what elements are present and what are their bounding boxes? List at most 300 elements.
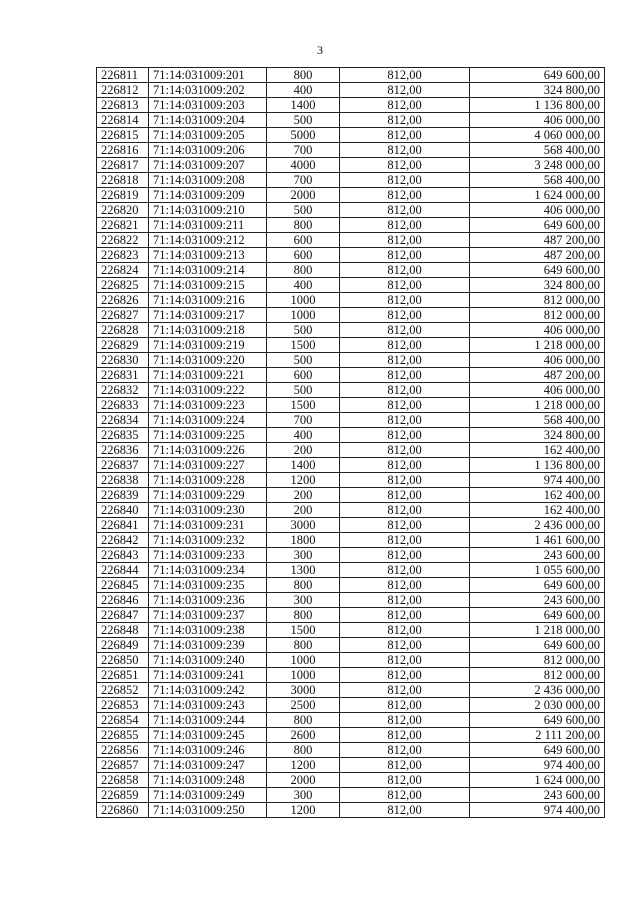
cadastral-number-cell: 71:14:031009:227 (149, 458, 267, 473)
record-number-cell: 226853 (97, 698, 149, 713)
table-row (97, 563, 605, 578)
area-cell: 3000 (267, 683, 340, 698)
total-value-cell: 406 000,00 (470, 113, 605, 128)
total-value-cell: 649 600,00 (470, 263, 605, 278)
table-row (97, 173, 605, 188)
record-number-cell: 226860 (97, 803, 149, 818)
cadastral-number-cell: 71:14:031009:221 (149, 368, 267, 383)
unit-price-cell: 812,00 (340, 683, 470, 698)
area-cell: 200 (267, 443, 340, 458)
cadastral-number-cell: 71:14:031009:245 (149, 728, 267, 743)
table-row (97, 473, 605, 488)
record-number-cell: 226844 (97, 563, 149, 578)
table-row (97, 788, 605, 803)
area-cell: 800 (267, 743, 340, 758)
total-value-cell: 812 000,00 (470, 668, 605, 683)
record-number-cell: 226813 (97, 98, 149, 113)
table-row (97, 383, 605, 398)
total-value-cell: 406 000,00 (470, 323, 605, 338)
table-row (97, 83, 605, 98)
area-cell: 500 (267, 203, 340, 218)
table-row (97, 713, 605, 728)
unit-price-cell: 812,00 (340, 308, 470, 323)
total-value-cell: 974 400,00 (470, 473, 605, 488)
total-value-cell: 324 800,00 (470, 278, 605, 293)
area-cell: 3000 (267, 518, 340, 533)
unit-price-cell: 812,00 (340, 593, 470, 608)
area-cell: 800 (267, 218, 340, 233)
cadastral-number-cell: 71:14:031009:206 (149, 143, 267, 158)
record-number-cell: 226818 (97, 173, 149, 188)
area-cell: 1300 (267, 563, 340, 578)
total-value-cell: 406 000,00 (470, 203, 605, 218)
table-row (97, 248, 605, 263)
unit-price-cell: 812,00 (340, 608, 470, 623)
record-number-cell: 226858 (97, 773, 149, 788)
total-value-cell: 406 000,00 (470, 353, 605, 368)
total-value-cell: 974 400,00 (470, 803, 605, 818)
unit-price-cell: 812,00 (340, 518, 470, 533)
area-cell: 1000 (267, 293, 340, 308)
record-number-cell: 226837 (97, 458, 149, 473)
total-value-cell: 2 436 000,00 (470, 683, 605, 698)
unit-price-cell: 812,00 (340, 473, 470, 488)
table-row (97, 458, 605, 473)
area-cell: 1400 (267, 98, 340, 113)
record-number-cell: 226829 (97, 338, 149, 353)
area-cell: 500 (267, 323, 340, 338)
total-value-cell: 487 200,00 (470, 233, 605, 248)
total-value-cell: 649 600,00 (470, 218, 605, 233)
cadastral-number-cell: 71:14:031009:243 (149, 698, 267, 713)
unit-price-cell: 812,00 (340, 113, 470, 128)
record-number-cell: 226816 (97, 143, 149, 158)
record-number-cell: 226842 (97, 533, 149, 548)
area-cell: 1200 (267, 473, 340, 488)
unit-price-cell: 812,00 (340, 338, 470, 353)
total-value-cell: 2 436 000,00 (470, 518, 605, 533)
cadastral-number-cell: 71:14:031009:240 (149, 653, 267, 668)
table-row (97, 638, 605, 653)
total-value-cell: 4 060 000,00 (470, 128, 605, 143)
cadastral-number-cell: 71:14:031009:231 (149, 518, 267, 533)
unit-price-cell: 812,00 (340, 488, 470, 503)
table-row (97, 443, 605, 458)
total-value-cell: 243 600,00 (470, 548, 605, 563)
area-cell: 600 (267, 248, 340, 263)
unit-price-cell: 812,00 (340, 743, 470, 758)
record-number-cell: 226827 (97, 308, 149, 323)
unit-price-cell: 812,00 (340, 248, 470, 263)
unit-price-cell: 812,00 (340, 428, 470, 443)
total-value-cell: 3 248 000,00 (470, 158, 605, 173)
area-cell: 800 (267, 713, 340, 728)
total-value-cell: 406 000,00 (470, 383, 605, 398)
record-number-cell: 226821 (97, 218, 149, 233)
table-row (97, 128, 605, 143)
cadastral-number-cell: 71:14:031009:232 (149, 533, 267, 548)
total-value-cell: 487 200,00 (470, 368, 605, 383)
total-value-cell: 324 800,00 (470, 428, 605, 443)
table-row (97, 368, 605, 383)
table-row (97, 233, 605, 248)
total-value-cell: 812 000,00 (470, 653, 605, 668)
area-cell: 1500 (267, 338, 340, 353)
record-number-cell: 226811 (97, 68, 149, 83)
total-value-cell: 1 218 000,00 (470, 623, 605, 638)
record-number-cell: 226820 (97, 203, 149, 218)
unit-price-cell: 812,00 (340, 413, 470, 428)
total-value-cell: 974 400,00 (470, 758, 605, 773)
table-row (97, 683, 605, 698)
total-value-cell: 243 600,00 (470, 593, 605, 608)
unit-price-cell: 812,00 (340, 203, 470, 218)
record-number-cell: 226857 (97, 758, 149, 773)
table-row (97, 803, 605, 818)
area-cell: 400 (267, 83, 340, 98)
record-number-cell: 226815 (97, 128, 149, 143)
table-row (97, 593, 605, 608)
cadastral-number-cell: 71:14:031009:210 (149, 203, 267, 218)
unit-price-cell: 812,00 (340, 548, 470, 563)
cadastral-number-cell: 71:14:031009:226 (149, 443, 267, 458)
area-cell: 800 (267, 263, 340, 278)
unit-price-cell: 812,00 (340, 668, 470, 683)
unit-price-cell: 812,00 (340, 218, 470, 233)
cadastral-number-cell: 71:14:031009:234 (149, 563, 267, 578)
total-value-cell: 649 600,00 (470, 638, 605, 653)
unit-price-cell: 812,00 (340, 83, 470, 98)
area-cell: 800 (267, 638, 340, 653)
area-cell: 1000 (267, 668, 340, 683)
total-value-cell: 1 136 800,00 (470, 458, 605, 473)
record-number-cell: 226839 (97, 488, 149, 503)
unit-price-cell: 812,00 (340, 458, 470, 473)
unit-price-cell: 812,00 (340, 563, 470, 578)
table-row (97, 698, 605, 713)
cadastral-number-cell: 71:14:031009:203 (149, 98, 267, 113)
area-cell: 700 (267, 413, 340, 428)
record-number-cell: 226841 (97, 518, 149, 533)
cadastral-number-cell: 71:14:031009:215 (149, 278, 267, 293)
record-number-cell: 226832 (97, 383, 149, 398)
table-row (97, 143, 605, 158)
record-number-cell: 226850 (97, 653, 149, 668)
record-number-cell: 226823 (97, 248, 149, 263)
table-row (97, 743, 605, 758)
table-row (97, 623, 605, 638)
cadastral-number-cell: 71:14:031009:241 (149, 668, 267, 683)
area-cell: 2500 (267, 698, 340, 713)
table-row (97, 293, 605, 308)
unit-price-cell: 812,00 (340, 758, 470, 773)
record-number-cell: 226859 (97, 788, 149, 803)
area-cell: 2000 (267, 188, 340, 203)
total-value-cell: 568 400,00 (470, 413, 605, 428)
cadastral-number-cell: 71:14:031009:211 (149, 218, 267, 233)
record-number-cell: 226848 (97, 623, 149, 638)
cadastral-number-cell: 71:14:031009:249 (149, 788, 267, 803)
table-row (97, 68, 605, 83)
land-plot-table-body (97, 68, 605, 818)
cadastral-number-cell: 71:14:031009:233 (149, 548, 267, 563)
page-number: 3 (317, 43, 323, 57)
table-row (97, 668, 605, 683)
unit-price-cell: 812,00 (340, 653, 470, 668)
cadastral-number-cell: 71:14:031009:224 (149, 413, 267, 428)
area-cell: 2000 (267, 773, 340, 788)
record-number-cell: 226852 (97, 683, 149, 698)
cadastral-number-cell: 71:14:031009:246 (149, 743, 267, 758)
total-value-cell: 162 400,00 (470, 503, 605, 518)
record-number-cell: 226843 (97, 548, 149, 563)
unit-price-cell: 812,00 (340, 638, 470, 653)
table-row (97, 503, 605, 518)
total-value-cell: 1 624 000,00 (470, 773, 605, 788)
area-cell: 200 (267, 503, 340, 518)
table-row (97, 98, 605, 113)
table-row (97, 773, 605, 788)
cadastral-number-cell: 71:14:031009:250 (149, 803, 267, 818)
cadastral-number-cell: 71:14:031009:228 (149, 473, 267, 488)
unit-price-cell: 812,00 (340, 443, 470, 458)
total-value-cell: 1 624 000,00 (470, 188, 605, 203)
record-number-cell: 226828 (97, 323, 149, 338)
total-value-cell: 649 600,00 (470, 713, 605, 728)
record-number-cell: 226840 (97, 503, 149, 518)
area-cell: 300 (267, 593, 340, 608)
table-row (97, 158, 605, 173)
cadastral-number-cell: 71:14:031009:222 (149, 383, 267, 398)
cadastral-number-cell: 71:14:031009:242 (149, 683, 267, 698)
unit-price-cell: 812,00 (340, 263, 470, 278)
record-number-cell: 226854 (97, 713, 149, 728)
unit-price-cell: 812,00 (340, 323, 470, 338)
record-number-cell: 226825 (97, 278, 149, 293)
area-cell: 500 (267, 113, 340, 128)
unit-price-cell: 812,00 (340, 233, 470, 248)
table-row (97, 308, 605, 323)
area-cell: 800 (267, 608, 340, 623)
unit-price-cell: 812,00 (340, 383, 470, 398)
unit-price-cell: 812,00 (340, 143, 470, 158)
record-number-cell: 226814 (97, 113, 149, 128)
record-number-cell: 226826 (97, 293, 149, 308)
total-value-cell: 243 600,00 (470, 788, 605, 803)
area-cell: 1500 (267, 398, 340, 413)
total-value-cell: 649 600,00 (470, 608, 605, 623)
total-value-cell: 568 400,00 (470, 143, 605, 158)
record-number-cell: 226855 (97, 728, 149, 743)
area-cell: 300 (267, 548, 340, 563)
record-number-cell: 226836 (97, 443, 149, 458)
cadastral-number-cell: 71:14:031009:218 (149, 323, 267, 338)
cadastral-number-cell: 71:14:031009:217 (149, 308, 267, 323)
area-cell: 600 (267, 368, 340, 383)
unit-price-cell: 812,00 (340, 188, 470, 203)
cadastral-number-cell: 71:14:031009:238 (149, 623, 267, 638)
cadastral-number-cell: 71:14:031009:204 (149, 113, 267, 128)
record-number-cell: 226846 (97, 593, 149, 608)
cadastral-number-cell: 71:14:031009:223 (149, 398, 267, 413)
area-cell: 700 (267, 173, 340, 188)
area-cell: 1400 (267, 458, 340, 473)
table-row (97, 323, 605, 338)
area-cell: 1200 (267, 758, 340, 773)
cadastral-number-cell: 71:14:031009:216 (149, 293, 267, 308)
area-cell: 200 (267, 488, 340, 503)
unit-price-cell: 812,00 (340, 68, 470, 83)
record-number-cell: 226856 (97, 743, 149, 758)
total-value-cell: 1 136 800,00 (470, 98, 605, 113)
cadastral-number-cell: 71:14:031009:213 (149, 248, 267, 263)
record-number-cell: 226849 (97, 638, 149, 653)
cadastral-number-cell: 71:14:031009:237 (149, 608, 267, 623)
cadastral-number-cell: 71:14:031009:239 (149, 638, 267, 653)
total-value-cell: 568 400,00 (470, 173, 605, 188)
cadastral-number-cell: 71:14:031009:214 (149, 263, 267, 278)
area-cell: 400 (267, 428, 340, 443)
record-number-cell: 226838 (97, 473, 149, 488)
unit-price-cell: 812,00 (340, 368, 470, 383)
area-cell: 800 (267, 578, 340, 593)
table-row (97, 653, 605, 668)
unit-price-cell: 812,00 (340, 173, 470, 188)
record-number-cell: 226824 (97, 263, 149, 278)
record-number-cell: 226831 (97, 368, 149, 383)
total-value-cell: 1 218 000,00 (470, 398, 605, 413)
total-value-cell: 162 400,00 (470, 488, 605, 503)
table-row (97, 728, 605, 743)
area-cell: 500 (267, 353, 340, 368)
table-row (97, 203, 605, 218)
unit-price-cell: 812,00 (340, 623, 470, 638)
table-row (97, 398, 605, 413)
area-cell: 1500 (267, 623, 340, 638)
record-number-cell: 226835 (97, 428, 149, 443)
unit-price-cell: 812,00 (340, 713, 470, 728)
total-value-cell: 649 600,00 (470, 743, 605, 758)
area-cell: 1800 (267, 533, 340, 548)
table-row (97, 533, 605, 548)
unit-price-cell: 812,00 (340, 98, 470, 113)
cadastral-number-cell: 71:14:031009:235 (149, 578, 267, 593)
unit-price-cell: 812,00 (340, 293, 470, 308)
cadastral-number-cell: 71:14:031009:201 (149, 68, 267, 83)
total-value-cell: 812 000,00 (470, 308, 605, 323)
area-cell: 600 (267, 233, 340, 248)
area-cell: 400 (267, 278, 340, 293)
unit-price-cell: 812,00 (340, 803, 470, 818)
record-number-cell: 226817 (97, 158, 149, 173)
area-cell: 4000 (267, 158, 340, 173)
cadastral-number-cell: 71:14:031009:247 (149, 758, 267, 773)
cadastral-number-cell: 71:14:031009:208 (149, 173, 267, 188)
total-value-cell: 649 600,00 (470, 68, 605, 83)
total-value-cell: 1 218 000,00 (470, 338, 605, 353)
land-plot-table (96, 67, 605, 818)
cadastral-number-cell: 71:14:031009:225 (149, 428, 267, 443)
unit-price-cell: 812,00 (340, 128, 470, 143)
unit-price-cell: 812,00 (340, 158, 470, 173)
area-cell: 300 (267, 788, 340, 803)
table-row (97, 428, 605, 443)
unit-price-cell: 812,00 (340, 278, 470, 293)
total-value-cell: 2 030 000,00 (470, 698, 605, 713)
unit-price-cell: 812,00 (340, 353, 470, 368)
table-row (97, 218, 605, 233)
unit-price-cell: 812,00 (340, 533, 470, 548)
total-value-cell: 812 000,00 (470, 293, 605, 308)
area-cell: 1000 (267, 653, 340, 668)
cadastral-number-cell: 71:14:031009:220 (149, 353, 267, 368)
cadastral-number-cell: 71:14:031009:230 (149, 503, 267, 518)
total-value-cell: 162 400,00 (470, 443, 605, 458)
area-cell: 1000 (267, 308, 340, 323)
table-row (97, 113, 605, 128)
table-row (97, 278, 605, 293)
cadastral-number-cell: 71:14:031009:248 (149, 773, 267, 788)
area-cell: 800 (267, 68, 340, 83)
cadastral-number-cell: 71:14:031009:209 (149, 188, 267, 203)
total-value-cell: 324 800,00 (470, 83, 605, 98)
table-row (97, 758, 605, 773)
cadastral-number-cell: 71:14:031009:219 (149, 338, 267, 353)
total-value-cell: 487 200,00 (470, 248, 605, 263)
unit-price-cell: 812,00 (340, 788, 470, 803)
record-number-cell: 226847 (97, 608, 149, 623)
record-number-cell: 226851 (97, 668, 149, 683)
area-cell: 5000 (267, 128, 340, 143)
cadastral-number-cell: 71:14:031009:244 (149, 713, 267, 728)
cadastral-number-cell: 71:14:031009:205 (149, 128, 267, 143)
area-cell: 2600 (267, 728, 340, 743)
table-row (97, 518, 605, 533)
cadastral-number-cell: 71:14:031009:202 (149, 83, 267, 98)
total-value-cell: 649 600,00 (470, 578, 605, 593)
area-cell: 500 (267, 383, 340, 398)
record-number-cell: 226822 (97, 233, 149, 248)
record-number-cell: 226812 (97, 83, 149, 98)
table-row (97, 263, 605, 278)
total-value-cell: 1 055 600,00 (470, 563, 605, 578)
unit-price-cell: 812,00 (340, 578, 470, 593)
total-value-cell: 1 461 600,00 (470, 533, 605, 548)
total-value-cell: 2 111 200,00 (470, 728, 605, 743)
record-number-cell: 226819 (97, 188, 149, 203)
unit-price-cell: 812,00 (340, 773, 470, 788)
table-row (97, 338, 605, 353)
table-row (97, 608, 605, 623)
unit-price-cell: 812,00 (340, 398, 470, 413)
record-number-cell: 226830 (97, 353, 149, 368)
cadastral-number-cell: 71:14:031009:212 (149, 233, 267, 248)
table-row (97, 353, 605, 368)
cadastral-number-cell: 71:14:031009:236 (149, 593, 267, 608)
area-cell: 700 (267, 143, 340, 158)
table-row (97, 548, 605, 563)
unit-price-cell: 812,00 (340, 728, 470, 743)
unit-price-cell: 812,00 (340, 698, 470, 713)
cadastral-number-cell: 71:14:031009:207 (149, 158, 267, 173)
table-row (97, 488, 605, 503)
unit-price-cell: 812,00 (340, 503, 470, 518)
table-row (97, 413, 605, 428)
table-row (97, 188, 605, 203)
cadastral-number-cell: 71:14:031009:229 (149, 488, 267, 503)
area-cell: 1200 (267, 803, 340, 818)
table-row (97, 578, 605, 593)
